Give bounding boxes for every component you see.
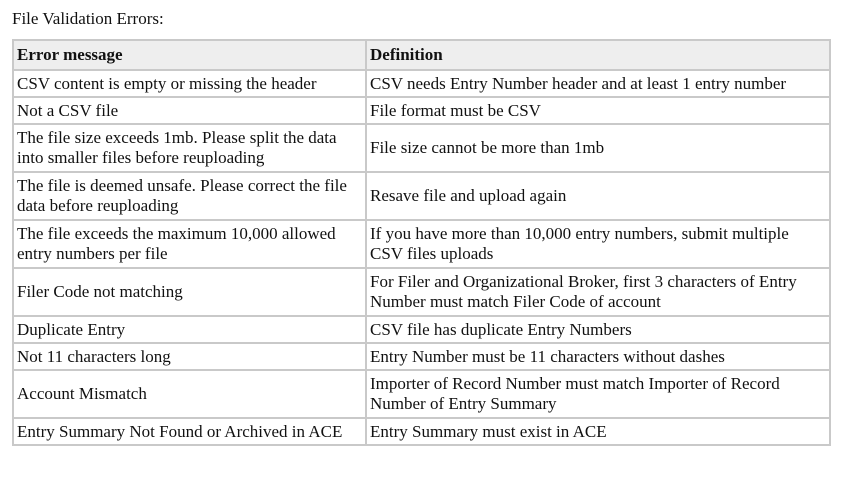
table-row: [13, 316, 830, 343]
column-header-error-message: Error message: [13, 40, 366, 70]
page-title: File Validation Errors:: [12, 9, 164, 28]
table-row: [13, 70, 830, 97]
error-message-cell: The file is deemed unsafe. Please correct the file data before reuploading: [13, 172, 366, 220]
table-row: [13, 124, 830, 172]
error-message-cell: Account Mismatch: [13, 370, 366, 418]
definition-cell: Resave file and upload again: [366, 172, 830, 220]
error-message-cell: CSV content is empty or missing the header: [13, 70, 366, 97]
table-row: [13, 97, 830, 124]
table-header-row: [13, 40, 830, 70]
error-message-cell: Entry Summary Not Found or Archived in ACE: [13, 418, 366, 445]
table-row: [13, 418, 830, 445]
definition-cell: File format must be CSV: [366, 97, 830, 124]
definition-cell: CSV file has duplicate Entry Numbers: [366, 316, 830, 343]
definition-cell: Entry Number must be 11 characters without dashes: [366, 343, 830, 370]
error-message-cell: The file size exceeds 1mb. Please split the data into smaller files before reuploading: [13, 124, 366, 172]
definition-cell: Importer of Record Number must match Importer of Record Number of Entry Summary: [366, 370, 830, 418]
table-row: [13, 220, 830, 268]
definition-cell: File size cannot be more than 1mb: [366, 124, 830, 172]
definition-cell: For Filer and Organizational Broker, first 3 characters of Entry Number must match Filer Code of account: [366, 268, 830, 316]
table-row: [13, 172, 830, 220]
error-message-cell: The file exceeds the maximum 10,000 allowed entry numbers per file: [13, 220, 366, 268]
error-message-cell: Not 11 characters long: [13, 343, 366, 370]
error-message-cell: Not a CSV file: [13, 97, 366, 124]
table-row: [13, 268, 830, 316]
column-header-definition: Definition: [366, 40, 830, 70]
definition-cell: CSV needs Entry Number header and at least 1 entry number: [366, 70, 830, 97]
definition-cell: If you have more than 10,000 entry numbers, submit multiple CSV files uploads: [366, 220, 830, 268]
error-message-cell: Duplicate Entry: [13, 316, 366, 343]
definition-cell: Entry Summary must exist in ACE: [366, 418, 830, 445]
table-row: [13, 343, 830, 370]
validation-errors-table: [12, 39, 831, 446]
table-row: [13, 370, 830, 418]
error-message-cell: Filer Code not matching: [13, 268, 366, 316]
